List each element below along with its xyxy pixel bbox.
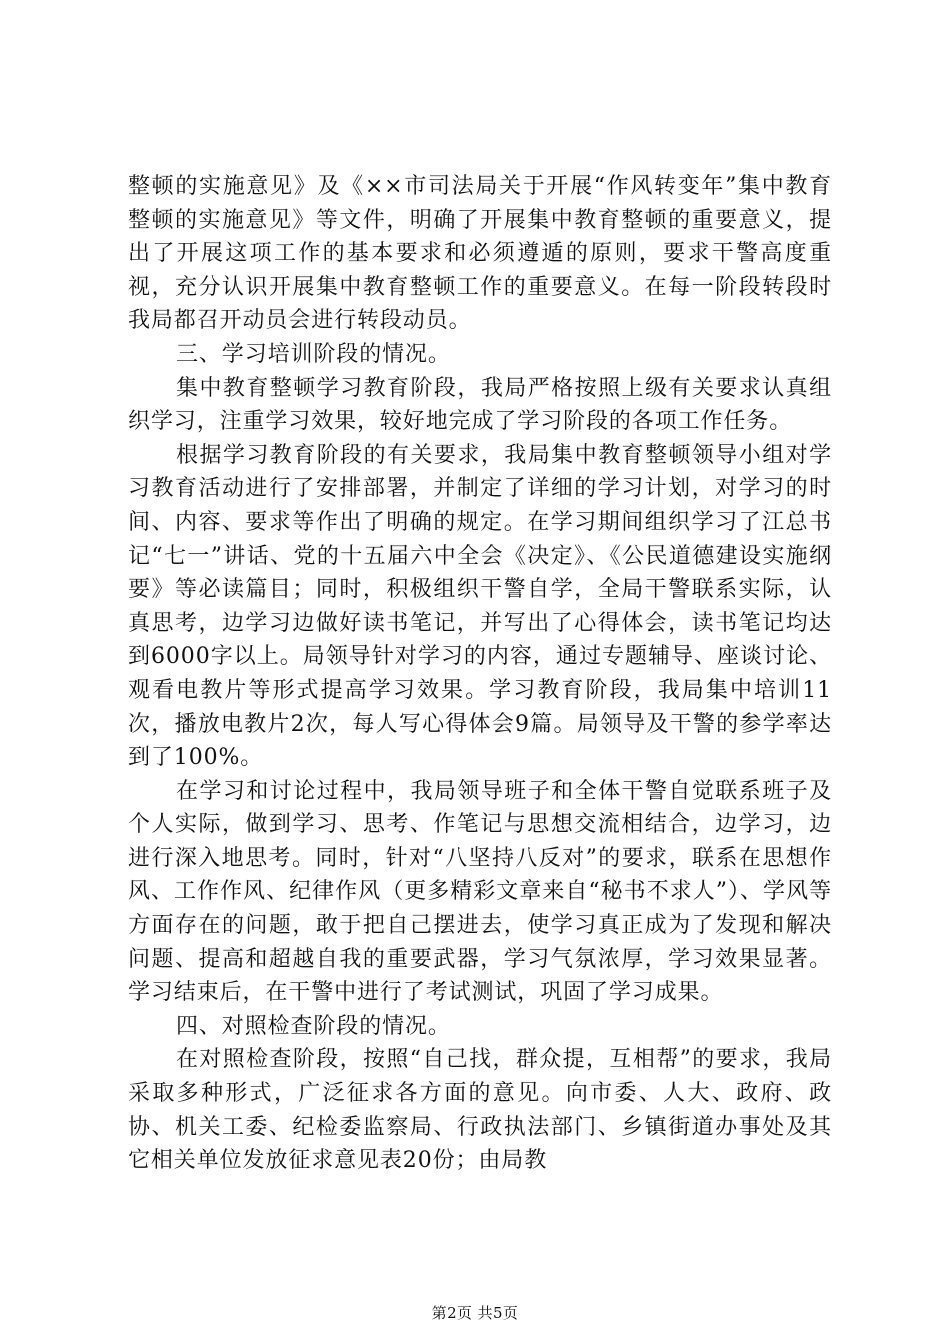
- paragraph-continuation: 整顿的实施意见》及《××市司法局关于开展“作风转变年”集中教育整顿的实施意见》等文件，明确了开展集中教育整顿的重要意义，提出了开展这项工作的基本要求和必须遵遁的原则，要求干警高度重视，充分认识开展集中教育整顿工作的重要意义。在每一阶段转段时我局都召开动员会进行转段动员。: [128, 174, 832, 334]
- page-number-footer: 第2页 共5页: [431, 1304, 519, 1322]
- document-body: [128, 170, 832, 1178]
- paragraph-study-discussion: 在学习和讨论过程中，我局领导班子和全体干警自觉联系班子及个人实际，做到学习、思考、作笔记与思想交流相结合，边学习，边进行深入地思考。同时，针对“八坚持八反对”的要求，联系在思想作风、工作作风、纪律作风（更多精彩文章来自“秘书不求人”）、学风等方面存在的问题，敢于把自己摆进去，使学习真正成为了发现和解决问题、提高和超越自我的重要武器，学习气氛浓厚，学习效果显著。学习结束后，在干警中进行了考试测试，巩固了学习成果。: [128, 778, 832, 1006]
- paragraph-self-check: 在对照检查阶段，按照“自己找，群众提，互相帮”的要求，我局采取多种形式，广泛征求各方面的意见。向市委、人大、政府、政协、机关工委、纪检委监察局、行政执法部门、乡镇街道办事处及其它相关单位发放征求意见表20份；由局教: [128, 1047, 832, 1174]
- paragraph-study-arrangement: 根据学习教育阶段的有关要求，我局集中教育整顿领导小组对学习教育活动进行了安排部署，并制定了详细的学习计划，对学习的时间、内容、要求等作出了明确的规定。在学习期间组织学习了江总书记“七一”讲话、党的十五届六中全会《决定》、《公民道德建设实施纲要》等必读篇目；同时，积极组织干警自学，全局干警联系实际，认真思考，边学习边做好读书笔记，并写出了心得体会，读书笔记均达到6000字以上。局领导针对学习的内容，通过专题辅导、座谈讨论、观看电教片等形式提高学习效果。学习教育阶段，我局集中培训11次，播放电教片2次，每人写心得体会9篇。局领导及干警的参学率达到了100%。: [128, 442, 832, 771]
- section-heading-self-check: 四、对照检查阶段的情况。: [176, 1013, 451, 1039]
- paragraph-study-overview: 集中教育整顿学习教育阶段，我局严格按照上级有关要求认真组织学习，注重学习效果，较好地完成了学习阶段的各项工作任务。: [128, 375, 832, 435]
- section-heading-study-training: 三、学习培训阶段的情况。: [176, 341, 451, 367]
